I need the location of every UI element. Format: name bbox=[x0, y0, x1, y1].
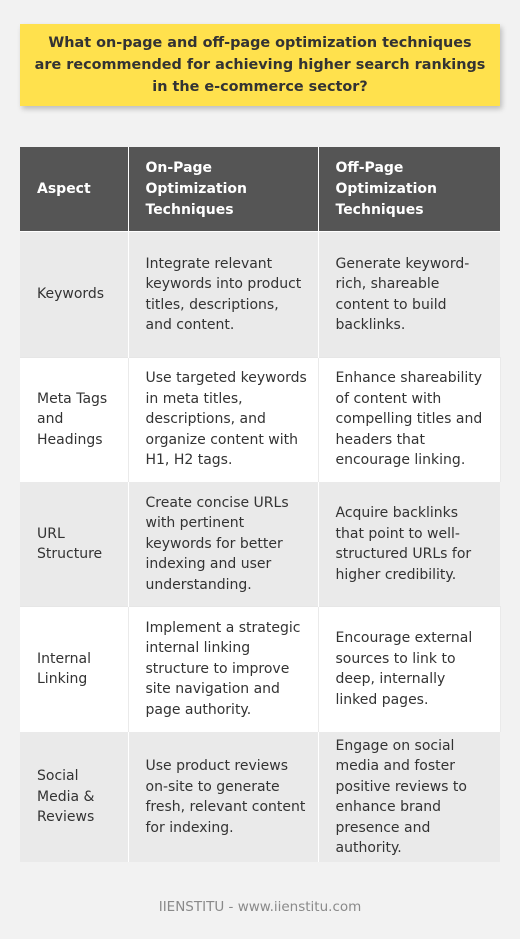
cell-off-page: Engage on social media and foster positive reviews to enhance brand presence and authority. bbox=[318, 732, 500, 863]
cell-aspect: Social Media & Reviews bbox=[20, 732, 128, 863]
cell-on-page: Use product reviews on-site to generate fresh, relevant content for indexing. bbox=[128, 732, 318, 863]
cell-off-page: Acquire backlinks that point to well-structured URLs for higher credibility. bbox=[318, 482, 500, 607]
cell-off-page: Encourage external sources to link to deep, internally linked pages. bbox=[318, 607, 500, 732]
footer-credit: IIENSTITU - www.iienstitu.com bbox=[158, 899, 362, 915]
cell-off-page: Generate keyword-rich, shareable content to build backlinks. bbox=[318, 232, 500, 358]
cell-off-page: Enhance shareability of content with compelling titles and headers that encourage linking. bbox=[318, 358, 500, 482]
cell-on-page: Implement a strategic internal linking structure to improve site navigation and page authority. bbox=[128, 607, 318, 732]
header-on-page: On-Page Optimization Techniques bbox=[128, 147, 318, 232]
cell-aspect: Keywords bbox=[20, 232, 128, 358]
table-row bbox=[20, 482, 500, 607]
table-row bbox=[20, 358, 500, 482]
cell-on-page: Use targeted keywords in meta titles, descriptions, and organize content with H1, H2 tags. bbox=[128, 358, 318, 482]
table-row bbox=[20, 732, 500, 863]
header-off-page: Off-Page Optimization Techniques bbox=[318, 147, 500, 232]
table-row bbox=[20, 607, 500, 732]
question-title: What on-page and off-page optimization techniques are recommended for achieving higher search rankings in the e-commerce sector? bbox=[34, 35, 486, 95]
question-box bbox=[20, 24, 500, 106]
header-aspect: Aspect bbox=[20, 147, 128, 232]
comparison-table bbox=[20, 147, 501, 862]
cell-on-page: Create concise URLs with pertinent keywords for better indexing and user understanding. bbox=[128, 482, 318, 607]
cell-aspect: Internal Linking bbox=[20, 607, 128, 732]
cell-on-page: Integrate relevant keywords into product titles, descriptions, and content. bbox=[128, 232, 318, 358]
table-row bbox=[20, 232, 500, 358]
cell-aspect: URL Structure bbox=[20, 482, 128, 607]
cell-aspect: Meta Tags and Headings bbox=[20, 358, 128, 482]
table-header-row bbox=[20, 147, 500, 232]
